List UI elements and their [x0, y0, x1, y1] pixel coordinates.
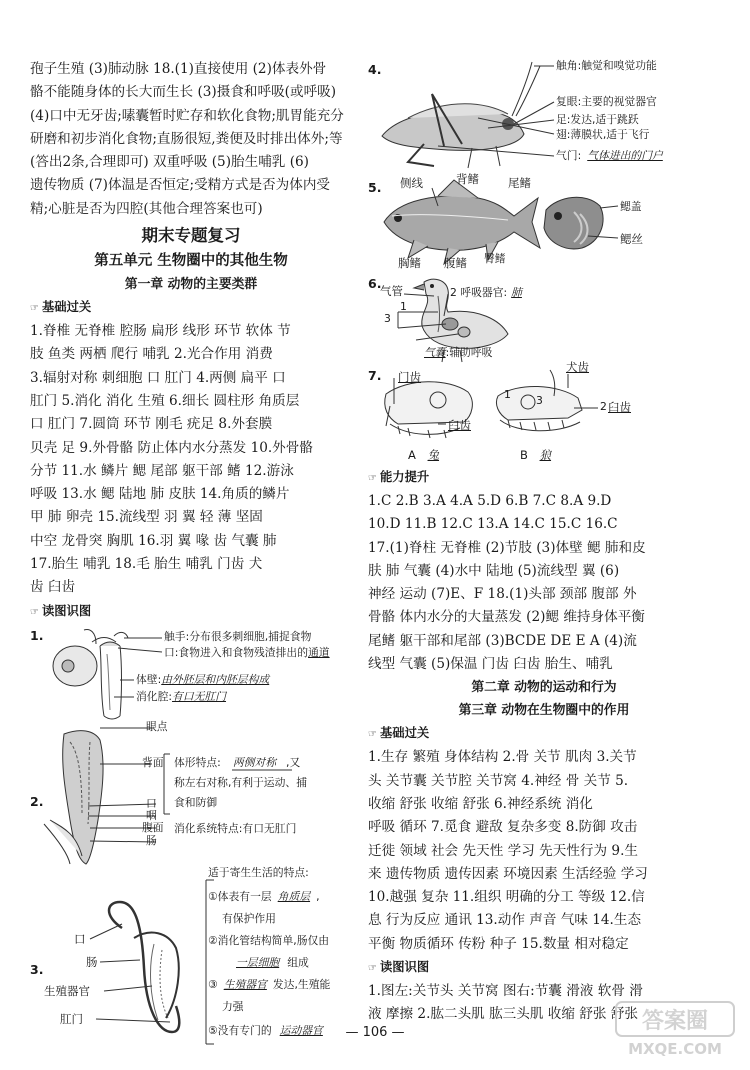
- label-feature-1b: 有保护作用: [222, 911, 276, 925]
- label-air-sac: [424, 346, 492, 360]
- text-line: 肛门 5.消化 消化 生殖 6.细长 圆柱形 角质层: [30, 392, 300, 409]
- label-feature-2b: [228, 956, 309, 970]
- text-line: 神经 运动 (7)E、F 18.(1)头部 颈部 腹部 外: [368, 586, 637, 603]
- text-line: 来 遗传物质 遗传因素 环境因素 生活经验 学习: [368, 865, 648, 882]
- page-number: — 106 —: [345, 1025, 405, 1040]
- label-text: ①体表有一层: [208, 889, 272, 903]
- figure-planarian: [30, 719, 352, 868]
- label-gut: 肠: [146, 833, 157, 847]
- ability-answers: [368, 490, 720, 676]
- heading-unit: 第五单元 生物圈中的其他生物: [94, 253, 288, 270]
- label-answer: 由外胚层和内胚层构成: [161, 672, 270, 686]
- label-text: 2 呼吸器官:: [450, 286, 508, 299]
- label-text: ③: [208, 977, 218, 991]
- text-line: (4)口中无牙齿;嗉囊暂时贮存和软化食物;肌胃能充分: [30, 107, 344, 124]
- text-line: (答出2条,合理即可) 双重呼吸 (5)胎生哺乳 (6): [30, 154, 309, 171]
- label-text: :辅助呼吸: [445, 346, 493, 359]
- label-answer: 角质层: [277, 889, 311, 903]
- label-operculum: 鳃盖: [620, 200, 642, 213]
- label-text: 组成: [287, 955, 309, 969]
- label-answer: 两侧对称: [232, 755, 277, 769]
- text-line: 甲 肺 卵壳 15.流线型 羽 翼 轻 薄 坚固: [30, 509, 263, 526]
- label-answer: 有口无肛门: [172, 689, 227, 703]
- label-text: 发达,生殖能: [272, 977, 331, 991]
- label-molar-rabbit: [448, 418, 471, 432]
- text-line: 10.越强 复杂 11.组织 明确的分工 等级 12.信: [368, 889, 645, 906]
- text-line: 贝壳 足 9.外骨骼 防止体内水分蒸发 10.外骨骼: [30, 439, 313, 456]
- text-line: 孢子生殖 (3)肺动脉 18.(1)直接使用 (2)体表外骨: [30, 61, 327, 77]
- section-read-figures-2: ☞ 读图识图: [368, 956, 720, 980]
- label-answer: 肺: [511, 286, 522, 299]
- label-answer: 犬齿: [566, 360, 589, 374]
- label-gill-filament: 鳃丝: [620, 232, 643, 246]
- label-number-1: 1: [400, 300, 407, 313]
- label-body-wall: [136, 673, 269, 687]
- label-canine: [566, 360, 589, 374]
- label-reproductive-organs: 生殖器官: [44, 983, 90, 998]
- heading-chapter-1: 第一章 动物的主要类群: [124, 277, 258, 293]
- label-antenna: 触角:触觉和嗅觉功能: [556, 59, 657, 72]
- label-pectoral-fin: 胸鳍: [398, 256, 421, 270]
- figure-locust: [368, 58, 720, 176]
- text-line: 17.胎生 哺乳 18.毛 胎生 哺乳 门齿 犬: [30, 556, 263, 573]
- text-line: 精;心脏是否为四腔(其他合理答案也可): [30, 200, 263, 217]
- text-line: 遗传物质 (7)体温是否恒定;受精方式是否为体内受: [30, 177, 331, 194]
- label-text: 消化腔:: [136, 689, 173, 703]
- label-respiratory-organ: [450, 286, 526, 300]
- label-mouth: 口: [74, 931, 86, 946]
- text-line: 中空 龙骨突 胸肌 16.羽 翼 喙 齿 气囊 肺: [30, 532, 277, 549]
- label-answer: 气体进出的门户: [587, 149, 663, 162]
- label-number-1: 1: [504, 388, 511, 401]
- caption-letter: B: [520, 448, 528, 462]
- text-line: 口 肛门 7.圆筒 环节 刚毛 疣足 8.外套膜: [30, 416, 273, 433]
- label-pharynx: 咽: [146, 808, 157, 822]
- section-read-figures: ☞ 读图识图: [30, 600, 352, 624]
- label-text: ,: [316, 889, 320, 903]
- figure-hydra: [30, 624, 352, 724]
- text-line: 收缩 舒张 收缩 舒张 6.神经系统 消化: [368, 795, 593, 812]
- text-line: 呼吸 13.水 鳃 陆地 肺 皮肤 14.角质的鳞片: [30, 486, 290, 503]
- heading-review: 期末专题复习: [141, 226, 241, 246]
- caption-answer: 兔: [427, 448, 440, 462]
- basic-answers-2: [368, 746, 720, 956]
- text-line: 10.D 11.B 12.C 13.A 14.C 15.C 16.C: [368, 516, 618, 533]
- label-incisor: [398, 370, 421, 384]
- label-tentacle: 触手:分布很多刺细胞,捕捉食物: [164, 629, 312, 643]
- label-mouth: 口: [146, 796, 157, 810]
- label-wings: 翅:薄膜状,适于飞行: [556, 128, 650, 141]
- label-feature-2: ②消化管结构简单,肠仅由: [208, 933, 330, 947]
- label-answer: 臼齿: [608, 400, 631, 414]
- figure-number: 1.: [30, 627, 44, 643]
- text-line: 骼不能随身体的长大而生长 (3)摄食和呼吸(或呼吸): [30, 84, 337, 101]
- text-line: 线型 气囊 (5)保温 门齿 臼齿 胎生、哺乳: [368, 656, 613, 673]
- label-compound-eye: 复眼:主要的视觉器官: [556, 95, 657, 108]
- label-answer: 运动器官: [279, 1023, 323, 1037]
- figure-number: 4.: [368, 62, 382, 77]
- caption-answer: 狼: [539, 448, 552, 462]
- left-column: [30, 58, 352, 1048]
- text-line: 呼吸 循环 7.觅食 避敌 复杂多变 8.防御 攻击: [368, 819, 638, 836]
- label-text: 体形特点:: [174, 755, 221, 769]
- text-line: 3.辐射对称 刺细胞 口 肛门 4.两侧 扁平 口: [30, 369, 286, 386]
- label-text: ,又: [286, 755, 301, 769]
- label-gut: 肠: [86, 954, 98, 969]
- label-feature-1: [208, 890, 320, 904]
- label-text: ⑤没有专门的: [208, 1023, 272, 1037]
- label-digestive-system: 消化系统特点:有口无肛门: [174, 821, 297, 835]
- text-line: 肢 鱼类 两栖 爬行 哺乳 2.光合作用 消费: [30, 346, 273, 363]
- label-legs: 足:发达,适于跳跃: [556, 113, 639, 126]
- label-digestive-cavity: [136, 690, 226, 704]
- label-number-3: 3: [384, 312, 391, 325]
- label-body-shape-3: 食和防御: [174, 795, 218, 809]
- text-line: 分节 11.水 鳞片 鳃 尾部 躯干部 鳍 12.游泳: [30, 462, 294, 479]
- label-answer: 门齿: [398, 370, 421, 384]
- label-text: 口:食物进入和食物残渣排出的: [164, 645, 308, 659]
- text-line: 1.图左:关节头 关节窝 图右:节囊 滑液 软骨 滑: [368, 983, 643, 1000]
- label-anal-fin: 臀鳍: [484, 252, 506, 265]
- label-mouth: [164, 646, 330, 660]
- figure-number: 2.: [30, 793, 44, 809]
- heading-chapter-2: 第二章 动物的运动和行为: [471, 680, 617, 696]
- label-tail-fin: 尾鳍: [508, 176, 531, 190]
- label-feature-3: [208, 978, 330, 992]
- figure-fish: [368, 172, 720, 272]
- label-pelvic-fin: 腹鳍: [444, 256, 467, 270]
- text-line: 齿 臼齿: [30, 579, 76, 596]
- watermark-logo: [614, 998, 736, 1058]
- label-anus: 肛门: [60, 1011, 83, 1026]
- figure-number: 5.: [368, 180, 382, 195]
- text-line: 1.C 2.B 3.A 4.A 5.D 6.B 7.C 8.A 9.D: [368, 493, 612, 509]
- text-line: 液 摩擦 2.肱二头肌 肱三头肌 收缩 舒张 舒张: [368, 1006, 638, 1023]
- svg-text:答案圈: 答案圈: [641, 1009, 709, 1034]
- figure-number: 6.: [368, 276, 382, 291]
- text-line: 尾鳍 躯干部和尾部 (3)BCDE DE E A (4)流: [368, 632, 637, 649]
- text-line: 研磨和初步消化食物;直肠很短,粪便及时排出体外;等: [30, 130, 343, 147]
- label-answer: 通道: [308, 645, 330, 659]
- label-body-shape-2: 称左右对称,有利于运动、捕: [174, 775, 307, 789]
- label-body-shape: [174, 756, 300, 770]
- caption-a: [408, 448, 447, 462]
- label-answer: 臼齿: [448, 418, 471, 432]
- section-ability: ☞ 能力提升: [368, 466, 720, 490]
- bird-drawing: [368, 272, 720, 364]
- figure-skulls: [368, 360, 720, 466]
- label-dorsal-fin: 背鳍: [456, 172, 479, 186]
- heading-chapter-3: 第三章 动物在生物圈中的作用: [458, 703, 630, 719]
- label-feature-3b: 力强: [222, 999, 244, 1013]
- left-top-text: [30, 58, 352, 221]
- text-line: 1.生存 繁殖 身体结构 2.骨 关节 肌肉 3.关节: [368, 749, 637, 766]
- label-number-2: 2: [600, 400, 607, 413]
- label-dorsal: 背面: [142, 755, 164, 769]
- label-eyespot: 眼点: [146, 719, 168, 733]
- label-spiracle: [556, 149, 669, 163]
- svg-text:MXQE.COM: MXQE.COM: [628, 1040, 722, 1058]
- label-answer: 生殖器官: [223, 977, 267, 991]
- text-line: 平衡 物质循环 传粉 种子 15.数量 相对稳定: [368, 935, 629, 952]
- basic-answers: [30, 320, 352, 600]
- figure-roundworm: [30, 865, 352, 1048]
- text-line: 骨骼 体内水分的大量蒸发 (2)鳃 维持身体平衡: [368, 609, 645, 626]
- label-ventral: 腹面: [142, 820, 164, 834]
- right-column: [368, 58, 720, 1027]
- caption-letter: A: [408, 448, 416, 462]
- text-line: 肤 肺 气囊 (4)水中 陆地 (5)流线型 翼 (6): [368, 562, 620, 579]
- label-number-3: 3: [536, 394, 543, 407]
- label-lateral-line: 侧线: [400, 176, 423, 190]
- label-molar-wolf: [608, 400, 631, 414]
- text-line: 息 行为反应 通讯 13.动作 声音 气味 14.生态: [368, 912, 642, 929]
- text-line: 迁徙 领域 社会 先天性 学习 先天性行为 9.生: [368, 842, 638, 859]
- text-line: 17.(1)脊柱 无脊椎 (2)节肢 (3)体壁 鳃 肺和皮: [368, 539, 646, 556]
- caption-b: [520, 448, 559, 462]
- label-text: 体壁:: [136, 672, 162, 686]
- figure-number: 7.: [368, 368, 382, 383]
- figure-bird: [368, 272, 720, 364]
- label-text: 气门:: [556, 149, 582, 162]
- label-answer: 气囊: [424, 346, 446, 359]
- figure-number: 3.: [30, 961, 44, 977]
- label-answer: 一层细胞: [236, 955, 280, 969]
- text-line: 头 关节囊 关节腔 关节窝 4.神经 骨 关节 5.: [368, 772, 629, 789]
- section-basic-2: ☞ 基础过关: [368, 722, 720, 746]
- section-basic: ☞ 基础过关: [30, 296, 352, 320]
- label-trachea: 气管: [380, 284, 403, 298]
- label-parasitic-features: 适于寄生生活的特点:: [208, 865, 309, 879]
- text-line: 1.脊椎 无脊椎 腔肠 扁形 线形 环节 软体 节: [30, 323, 291, 340]
